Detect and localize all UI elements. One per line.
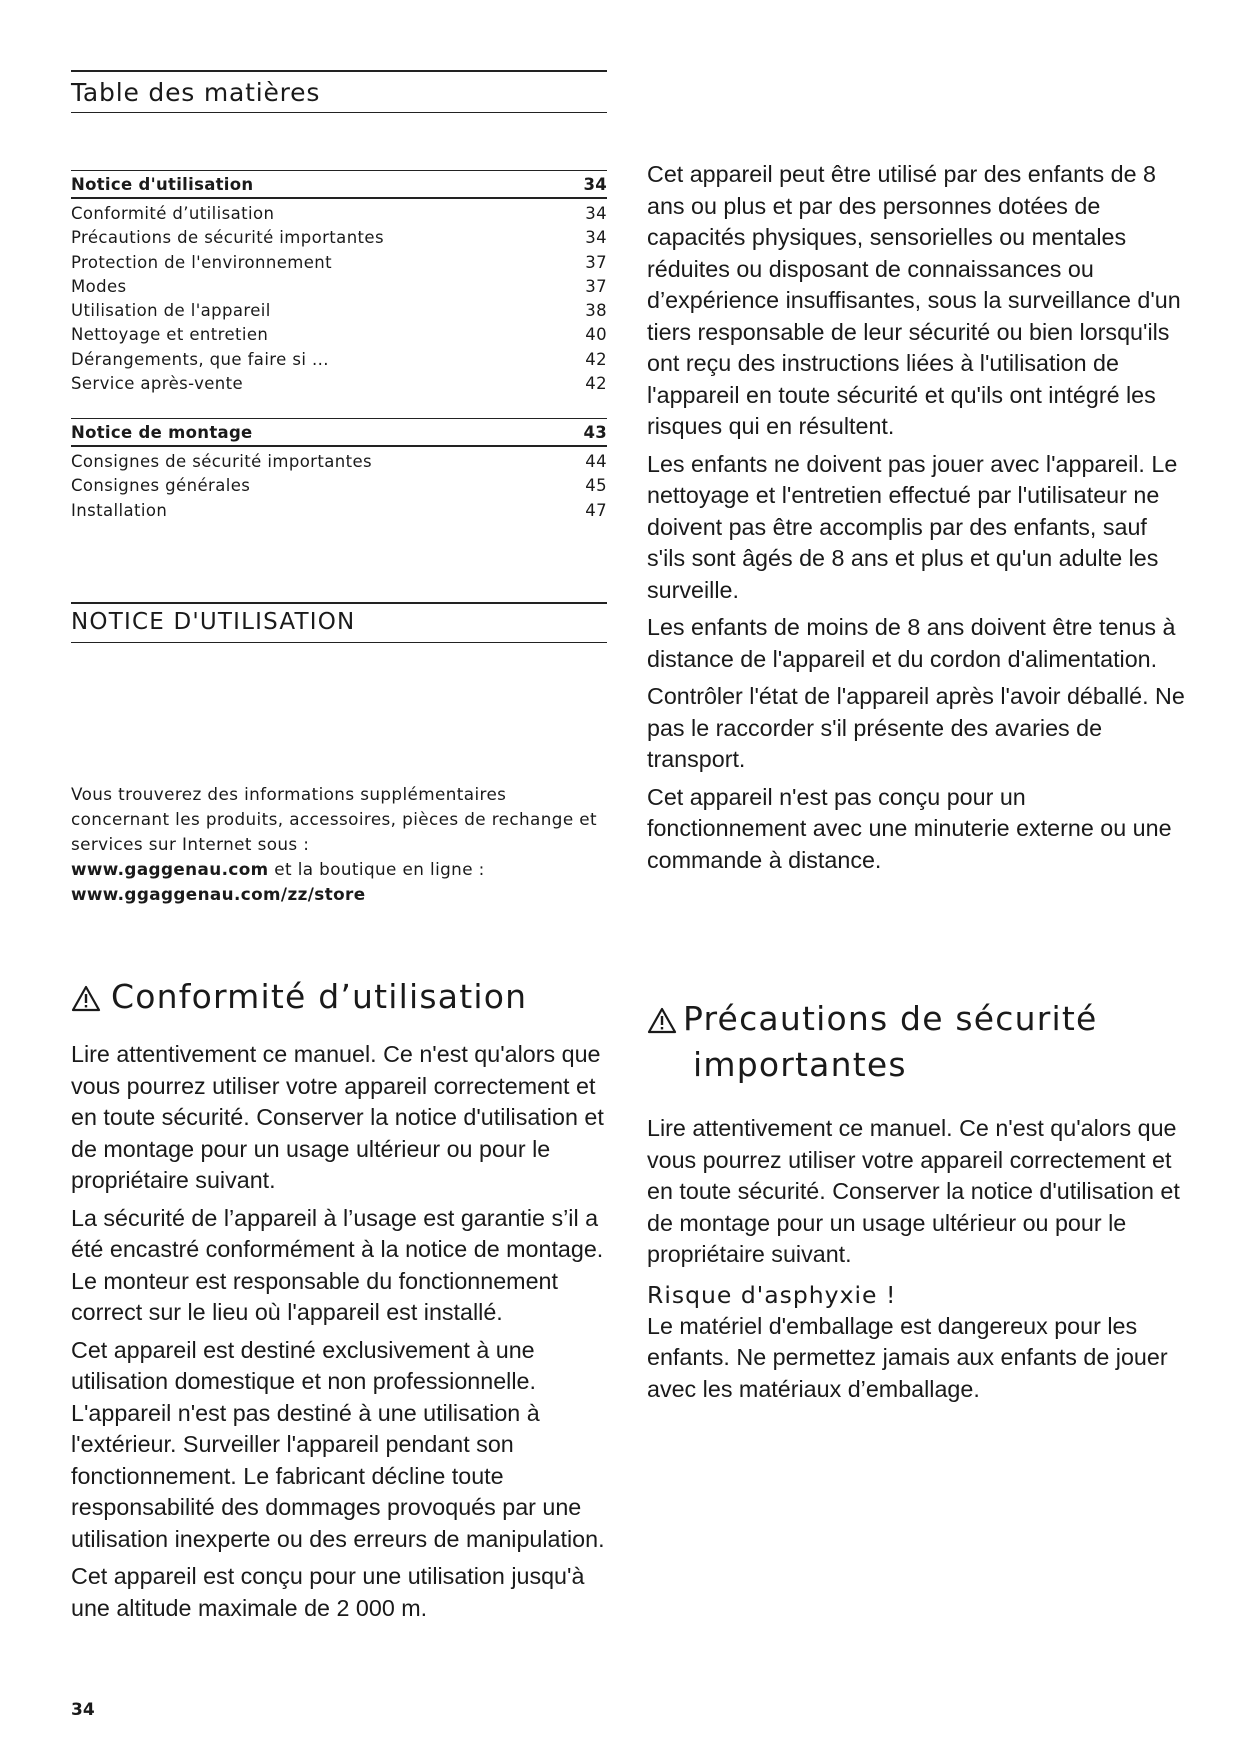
precautions-heading <box>647 996 1187 1088</box>
warning-triangle-icon <box>647 1007 677 1034</box>
toc-item-page: 37 <box>585 276 607 296</box>
conformite-body <box>71 1039 616 1630</box>
paragraph: Cet appareil est conçu pour une utilisation jusqu'à une altitude maximale de 2 000 m. <box>71 1563 585 1621</box>
toc-item-page: 42 <box>585 349 607 369</box>
toc-title: Table des matières <box>71 78 321 107</box>
toc-section-heading-page: 43 <box>583 422 607 442</box>
online-info-block <box>71 782 607 907</box>
toc-item-label: Modes <box>71 276 127 296</box>
paragraph: Cet appareil peut être utilisé par des enfants de 8 ans ou plus et par des personnes dotées de capacités physiques, sensorielles ou mentales réduites ou disposant de connaissances ou d’expérience insuffisantes, sous la surveillance d'un tiers responsable de leur sécurité ou bien lorsqu'ils ont reçu des instructions liées à l'utilisation de l'appareil en toute sécurité et qu'ils ont intégré les risques qui en résultent. <box>647 161 1181 439</box>
paragraph: Contrôler l'état de l'appareil après l'avoir déballé. Ne pas le raccorder s'il présente des avaries de transport. <box>647 683 1185 772</box>
toc-item-label: Service après-vente <box>71 374 244 394</box>
toc-item-page: 47 <box>585 500 607 520</box>
online-shop-text: et la boutique en ligne : <box>268 859 485 879</box>
toc-item-label: Nettoyage et entretien <box>71 325 269 345</box>
paragraph: La sécurité de l’appareil à l’usage est garantie s’il a été encastré conformément à la notice de montage. Le monteur est responsable du fonctionnement correct sur le lieu où l'appareil est installé. <box>71 1204 604 1325</box>
toc-item[interactable] <box>71 323 607 347</box>
precautions-heading-line1: Précautions de sécurité <box>683 999 1098 1038</box>
online-info-text: Vous trouverez des informations supplémentaires concernant les produits, accessoires, pièces de rechange et services sur Internet sous : <box>71 784 597 854</box>
toc-item-page: 37 <box>585 252 607 272</box>
paragraph: Cet appareil n'est pas conçu pour un fonctionnement avec une minuterie externe ou une commande à distance. <box>647 783 1172 873</box>
usage-section-title: NOTICE D'UTILISATION <box>71 609 356 635</box>
toc-item-label: Consignes de sécurité importantes <box>71 452 373 471</box>
paragraph: Les enfants ne doivent pas jouer avec l'appareil. Le nettoyage et l'entretien effectué par l'utilisateur ne doivent pas être accomplis par des enfants, sauf s'ils sont âgés de 8 ans et plus et qu'un adulte les surveille. <box>647 450 1178 603</box>
toc-item-label: Utilisation de l'appareil <box>71 301 271 321</box>
toc-section-heading[interactable] <box>71 418 607 447</box>
toc-item-page: 34 <box>585 204 607 223</box>
page-number: 34 <box>71 1700 95 1720</box>
toc-title-block <box>71 70 607 113</box>
toc-item-label: Conformité d’utilisation <box>71 204 275 223</box>
conformite-heading-text: Conformité d’utilisation <box>111 977 528 1016</box>
warning-triangle-icon <box>71 985 101 1012</box>
toc-section-heading[interactable] <box>71 170 607 199</box>
toc-item[interactable] <box>71 348 607 372</box>
paragraph: Lire attentivement ce manuel. Ce n'est qu'alors que vous pourrez utiliser votre appareil correctement et en toute sécurité. Conserver la notice d'utilisation et de montage pour un usage ultérieur ou pour le propriétaire suivant. <box>647 1115 1180 1267</box>
toc-section-heading-label: Notice de montage <box>71 422 253 442</box>
toc-item-page: 42 <box>585 374 607 394</box>
paragraph: Lire attentivement ce manuel. Ce n'est qu'alors que vous pourrez utiliser votre appareil correctement et en toute sécurité. Conserver la notice d'utilisation et de montage pour un usage ultérieur ou pour le propriétaire suivant. <box>71 1041 604 1193</box>
toc-item[interactable] <box>71 226 607 250</box>
asphyxia-warning-text: Le matériel d'emballage est dangereux pour les enfants. Ne permettez jamais aux enfants de jouer avec les matériaux d’emballage. <box>647 1312 1168 1402</box>
toc-item[interactable] <box>71 372 607 396</box>
toc-item-label: Protection de l'environnement <box>71 252 333 272</box>
precautions-heading-line2: importantes <box>693 1045 907 1084</box>
precautions-body <box>647 1113 1187 1411</box>
toc-item[interactable] <box>71 474 607 498</box>
paragraph: Les enfants de moins de 8 ans doivent être tenus à distance de l'appareil et du cordon d'alimentation. <box>647 614 1176 672</box>
toc-item-label: Consignes générales <box>71 476 251 496</box>
toc-item-label: Installation <box>71 500 168 520</box>
toc-item[interactable] <box>71 275 607 299</box>
asphyxia-warning-title: Risque d'asphyxie ! <box>647 1280 897 1309</box>
toc-section-usage <box>71 170 607 396</box>
toc-item-label: Précautions de sécurité importantes <box>71 228 384 248</box>
toc-item-label: Dérangements, que faire si ... <box>71 349 329 369</box>
toc-item[interactable] <box>71 202 607 226</box>
safety-children-text <box>647 159 1187 882</box>
toc-item-page: 38 <box>585 301 607 321</box>
toc-item-page: 34 <box>585 228 607 248</box>
toc-section-heading-page: 34 <box>583 174 607 194</box>
toc-item[interactable] <box>71 450 607 474</box>
toc-item[interactable] <box>71 499 607 523</box>
toc-item-page: 45 <box>585 476 607 496</box>
online-store-link[interactable]: www.ggaggenau.com/zz/store <box>71 884 366 904</box>
toc-item[interactable] <box>71 299 607 323</box>
paragraph: Cet appareil est destiné exclusivement à une utilisation domestique et non professionnelle. L'appareil n'est pas destiné à une utilisation à l'extérieur. Surveiller l'appareil pendant son fonctionnement. Le fabricant décline toute responsabilité des dommages provoqués par une utilisation inexperte ou des erreurs de manipulation. <box>71 1336 605 1552</box>
toc-item-page: 44 <box>585 452 607 471</box>
usage-section-banner <box>71 602 607 643</box>
toc-section-installation <box>71 418 607 523</box>
toc-section-heading-label: Notice d'utilisation <box>71 174 254 194</box>
gaggenau-website-link[interactable]: www.gaggenau.com <box>71 859 269 879</box>
conformite-heading <box>71 977 631 1016</box>
toc-item[interactable] <box>71 251 607 275</box>
toc-item-page: 40 <box>585 325 607 345</box>
